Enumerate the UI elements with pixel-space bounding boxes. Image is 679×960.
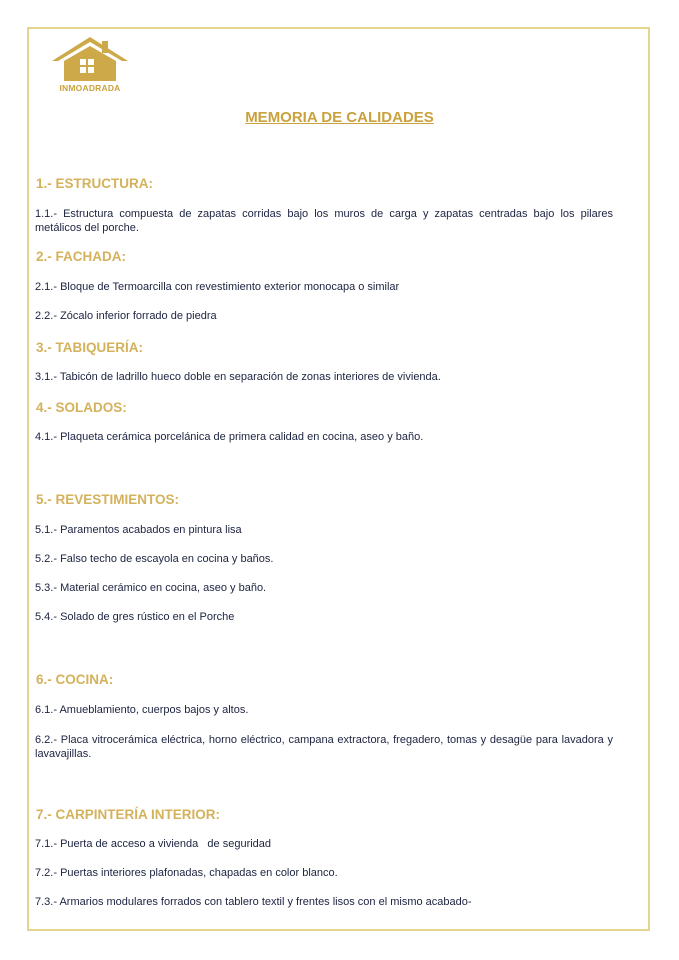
house-logo-icon — [50, 34, 130, 84]
section-heading-revestimientos: 5.- REVESTIMIENTOS: — [36, 492, 180, 507]
list-item: 3.1.- Tabicón de ladrillo hueco doble en separación de zonas interiores de vivienda. — [35, 371, 441, 383]
list-item: 1.1.- Estructura compuesta de zapatas corridas bajo los muros de carga y zapatas centradas bajo los pilares metálicos del porche. — [35, 208, 613, 234]
list-item: 2.2.- Zócalo inferior forrado de piedra — [35, 310, 217, 322]
logo-text: INMOADRADA — [59, 83, 121, 93]
list-item: 5.3.- Material cerámico en cocina, aseo y baño. — [35, 582, 267, 594]
section-heading-carpinteria-interior: 7.- CARPINTERÍA INTERIOR: — [36, 807, 221, 822]
section-heading-solados: 4.- SOLADOS: — [36, 400, 127, 415]
section-heading-tabiqueria: 3.- TABIQUERÍA: — [36, 340, 143, 355]
company-logo — [50, 34, 130, 98]
list-item: 7.1.- Puerta de acceso a vivienda de seguridad — [35, 838, 272, 850]
section-heading-fachada: 2.- FACHADA: — [36, 249, 126, 264]
section-heading-estructura: 1.- ESTRUCTURA: — [36, 176, 153, 191]
list-item: 6.1.- Amueblamiento, cuerpos bajos y altos. — [35, 704, 249, 716]
list-item: 4.1.- Plaqueta cerámica porcelánica de primera calidad en cocina, aseo y baño. — [35, 431, 424, 443]
list-item: 7.2.- Puertas interiores plafonadas, chapadas en color blanco. — [35, 867, 338, 879]
list-item: 5.1.- Paramentos acabados en pintura lisa — [35, 524, 242, 536]
section-heading-cocina: 6.- COCINA: — [36, 672, 114, 687]
list-item: 7.3.- Armarios modulares forrados con tablero textil y frentes lisos con el mismo acabado- — [35, 896, 472, 908]
list-item: 6.2.- Placa vitrocerámica eléctrica, horno eléctrico, campana extractora, fregadero, tomas y desagüe para lavadora y lavavajillas. — [35, 734, 613, 760]
page-border — [27, 27, 650, 931]
list-item: 5.2.- Falso techo de escayola en cocina y baños. — [35, 553, 274, 565]
list-item: 2.1.- Bloque de Termoarcilla con revestimiento exterior monocapa o similar — [35, 281, 400, 293]
list-item: 5.4.- Solado de gres rústico en el Porche — [35, 611, 235, 623]
document-title: MEMORIA DE CALIDADES — [245, 109, 434, 126]
